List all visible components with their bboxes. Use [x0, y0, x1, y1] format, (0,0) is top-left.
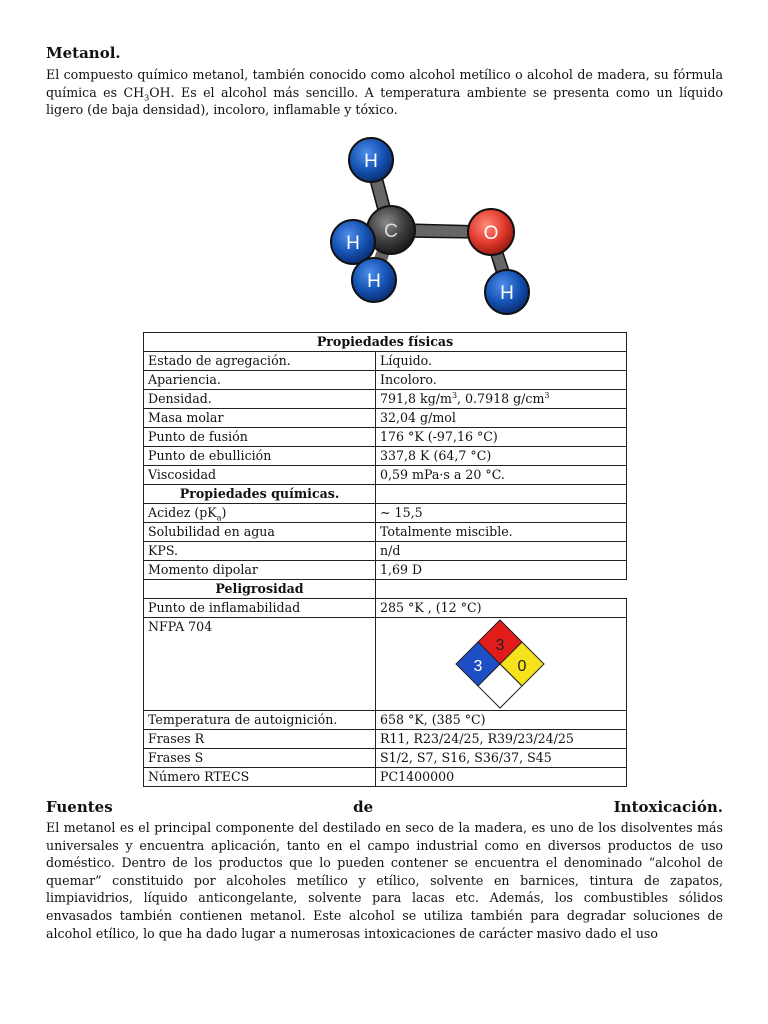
nfpa-reactivity-value: 0 [517, 658, 527, 675]
superscript: 3 [451, 390, 458, 400]
nfpa-label: NFPA 704 [144, 618, 376, 711]
property-name: Frases S [144, 749, 376, 768]
property-value: 32,04 g/mol [376, 409, 627, 428]
nfpa-health-value: 3 [473, 658, 483, 675]
property-value: Líquido. [376, 352, 627, 371]
property-name: Viscosidad [144, 466, 376, 485]
table-row [144, 749, 627, 768]
table-row [144, 447, 627, 466]
property-value: 176 °K (-97,16 °C) [376, 428, 627, 447]
formula-subscript: 3 [144, 93, 150, 103]
table-row [144, 523, 627, 542]
property-name: Número RTECS [144, 768, 376, 787]
superscript: 3 [544, 390, 550, 400]
table-row [144, 599, 627, 618]
table-row [144, 485, 627, 504]
table-row [144, 352, 627, 371]
empty-cell [376, 580, 627, 599]
property-value: 337,8 K (64,7 °C) [376, 447, 627, 466]
property-name: Densidad. [144, 390, 376, 409]
svg-text:O: O [483, 223, 499, 244]
property-name: Masa molar [144, 409, 376, 428]
property-name: Punto de inflamabilidad [144, 599, 376, 618]
svg-text:H: H [364, 151, 378, 172]
table-row [144, 542, 627, 561]
table-row [144, 618, 627, 711]
table-row [144, 466, 627, 485]
svg-text:C: C [384, 221, 398, 242]
property-value [376, 390, 627, 409]
intro-text-1: El compuesto químico metanol, también conocido como alcohol metílico o alcohol de madera, su fórmula química es CH [46, 67, 723, 100]
section-heading [46, 798, 723, 816]
property-name: KPS. [144, 542, 376, 561]
methanol-molecule-diagram [281, 130, 551, 320]
svg-text:H: H [500, 283, 514, 304]
atom-o [468, 209, 514, 255]
table-row [144, 504, 627, 523]
property-value: 658 °K, (385 °C) [376, 711, 627, 730]
property-name: Punto de ebullición [144, 447, 376, 466]
property-name: Temperatura de autoignición. [144, 711, 376, 730]
page-title: Metanol. [46, 44, 121, 62]
table-row [144, 768, 627, 787]
property-value: PC1400000 [376, 768, 627, 787]
nfpa-704-diamond [454, 618, 546, 710]
property-value: 1,69 D [376, 561, 627, 580]
density-g: , 0.7918 g/cm [457, 391, 545, 406]
section-heading-word: Intoxicación. [613, 798, 723, 816]
property-name: Momento dipolar [144, 561, 376, 580]
empty-cell [376, 485, 627, 504]
table-row [144, 580, 627, 599]
property-value: ~ 15,5 [376, 504, 627, 523]
property-value: Incoloro. [376, 371, 627, 390]
section-heading-word: Fuentes [46, 798, 113, 816]
table-row [144, 333, 627, 352]
table-row [144, 371, 627, 390]
table-row [144, 428, 627, 447]
atom-h-bottom [352, 258, 396, 302]
table-row [144, 730, 627, 749]
property-name: Apariencia. [144, 371, 376, 390]
property-name: Frases R [144, 730, 376, 749]
intro-paragraph [46, 66, 723, 119]
table-row [144, 390, 627, 409]
property-name [144, 504, 376, 523]
atom-h-top [349, 138, 393, 182]
chemical-properties-header: Propiedades químicas. [144, 485, 376, 504]
property-value: Totalmente miscible. [376, 523, 627, 542]
table-row [144, 711, 627, 730]
nfpa-cell [376, 618, 627, 711]
atom-h-oh [485, 270, 529, 314]
danger-header: Peligrosidad [144, 580, 376, 599]
subscript: a [216, 513, 222, 523]
property-value: S1/2, S7, S16, S36/37, S45 [376, 749, 627, 768]
property-name: Punto de fusión [144, 428, 376, 447]
property-value: n/d [376, 542, 627, 561]
atom-h-left [331, 220, 375, 264]
acidity-label: Acidez (pK [148, 505, 217, 520]
table-row [144, 409, 627, 428]
physical-properties-header: Propiedades físicas [144, 333, 627, 352]
density-kg: 791,8 kg/m [380, 391, 452, 406]
property-value: 0,59 mPa·s a 20 °C. [376, 466, 627, 485]
property-name: Estado de agregación. [144, 352, 376, 371]
property-name: Solubilidad en agua [144, 523, 376, 542]
properties-table [143, 332, 627, 787]
section-heading-word: de [353, 798, 374, 816]
table-row [144, 561, 627, 580]
svg-text:H: H [367, 271, 381, 292]
property-value: 285 °K , (12 °C) [376, 599, 627, 618]
section-paragraph: El metanol es el principal componente del destilado en seco de la madera, es uno de los disolventes más universales y encuentra aplicación, tanto en el campo industrial como en diversos productos de uso doméstico. Dentro de los productos que lo pueden contener se encuentra el denominado “alcohol de quemar” constituido por alcoholes metílico y etílico, solvente en barnices, tintura de zapatos, limpiavidrios, líquido anticongelante, solvente para lacas etc. Además, los combustibles sólidos envasados también contienen metanol. Este alcohol se utiliza también para degradar soluciones de alcohol etílico, lo que ha dado lugar a numerosas intoxicaciones de carácter masivo dado el uso [46, 820, 723, 941]
svg-text:H: H [346, 233, 360, 254]
property-value: R11, R23/24/25, R39/23/24/25 [376, 730, 627, 749]
intro-text-2: OH. Es el alcohol más sencillo. A temperatura ambiente se presenta como un líquido ligero (de baja densidad), incoloro, inflamable y tóxico. [46, 84, 723, 118]
acidity-label-end: ) [221, 505, 227, 520]
nfpa-flammability-value: 3 [495, 637, 505, 654]
